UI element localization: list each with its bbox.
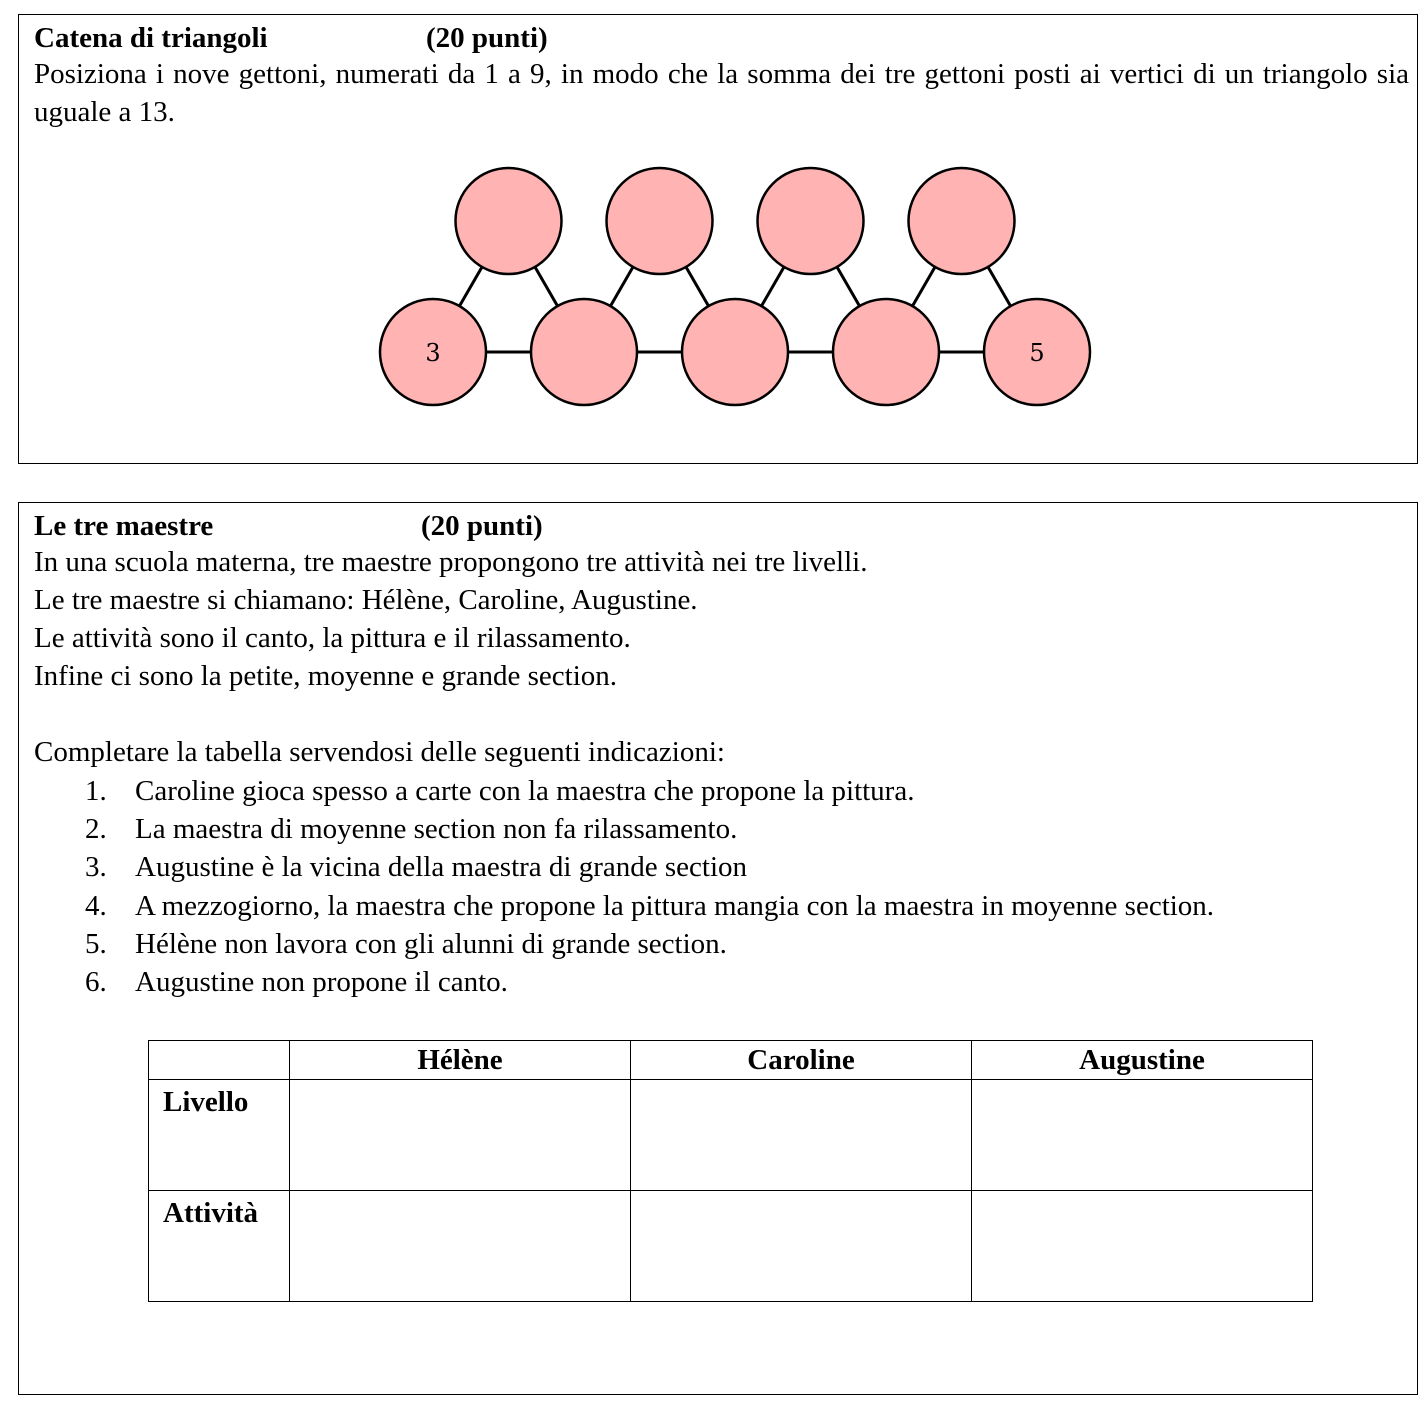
token-bottom[interactable]	[380, 299, 486, 405]
answer-cell[interactable]	[972, 1191, 1313, 1302]
clue-number: 2.	[85, 813, 107, 845]
triangle-chain-diagram	[19, 15, 1419, 465]
problem-title: Catena di triangoli	[34, 22, 268, 54]
token-circle	[909, 168, 1015, 274]
problem-le-tre-maestre	[18, 502, 1418, 1395]
token-circle	[607, 168, 713, 274]
clue-text: Augustine è la vicina della maestra di grande section	[135, 851, 748, 883]
table-row-livello	[149, 1080, 1313, 1191]
clue-item	[85, 887, 1214, 925]
clue-number: 3.	[85, 851, 107, 883]
problem-statement: Posiziona i nove gettoni, numerati da 1 a 9, in modo che la somma dei tre gettoni posti ai vertici di un triangolo sia uguale a 13.	[34, 58, 1409, 128]
row-header-livello: Livello	[149, 1080, 290, 1191]
problem-title-row	[34, 507, 543, 545]
clue-item	[85, 772, 914, 810]
row-header-attivita: Attività	[149, 1191, 290, 1302]
token-circle	[456, 168, 562, 274]
clue-text: Augustine non propone il canto.	[135, 966, 508, 998]
token-label: 5	[1029, 339, 1045, 367]
clue-number: 4.	[85, 890, 107, 922]
token-bottom[interactable]	[833, 299, 939, 405]
table-corner-cell	[149, 1041, 290, 1080]
intro-line: Le attività sono il canto, la pittura e il rilassamento.	[34, 622, 631, 654]
token-bottom[interactable]	[682, 299, 788, 405]
clue-text: Hélène non lavora con gli alunni di grande section.	[135, 928, 727, 960]
answer-table	[148, 1040, 1313, 1302]
token-group	[380, 168, 1090, 405]
clue-text: Caroline gioca spesso a carte con la maestra che propone la pittura.	[135, 775, 915, 807]
token-top[interactable]	[758, 168, 864, 274]
clue-number: 5.	[85, 928, 107, 960]
column-header-caroline: Caroline	[631, 1041, 972, 1080]
problem-catena-di-triangoli	[18, 14, 1418, 464]
clue-text: A mezzogiorno, la maestra che propone la pittura mangia con la maestra in moyenne section.	[135, 890, 1215, 922]
clue-number: 1.	[85, 775, 107, 807]
answer-cell[interactable]	[631, 1080, 972, 1191]
table-header-row	[149, 1041, 1313, 1080]
problem-title: Le tre maestre	[34, 510, 214, 542]
clue-item	[85, 925, 727, 963]
token-top[interactable]	[607, 168, 713, 274]
column-header-helene: Hélène	[290, 1041, 631, 1080]
column-header-augustine: Augustine	[972, 1041, 1313, 1080]
intro-line: Le tre maestre si chiamano: Hélène, Caroline, Augustine.	[34, 584, 698, 616]
token-circle	[682, 299, 788, 405]
instruction: Completare la tabella servendosi delle seguenti indicazioni:	[34, 736, 725, 768]
clue-number: 6.	[85, 966, 107, 998]
token-circle	[833, 299, 939, 405]
token-top[interactable]	[909, 168, 1015, 274]
token-label: 3	[425, 339, 441, 367]
intro-line: Infine ci sono la petite, moyenne e grande section.	[34, 660, 618, 692]
clue-item	[85, 848, 747, 886]
clue-item	[85, 810, 737, 848]
clue-item	[85, 963, 508, 1001]
problem-points: (20 punti)	[426, 22, 548, 54]
answer-cell[interactable]	[290, 1080, 631, 1191]
answer-cell[interactable]	[972, 1080, 1313, 1191]
clue-text: La maestra di moyenne section non fa rilassamento.	[135, 813, 738, 845]
problem-points: (20 punti)	[421, 510, 543, 542]
token-top[interactable]	[456, 168, 562, 274]
token-circle	[758, 168, 864, 274]
answer-cell[interactable]	[290, 1191, 631, 1302]
answer-cell[interactable]	[631, 1191, 972, 1302]
token-bottom[interactable]	[531, 299, 637, 405]
token-circle	[531, 299, 637, 405]
table-row-attivita	[149, 1191, 1313, 1302]
intro-line: In una scuola materna, tre maestre propongono tre attività nei tre livelli.	[34, 546, 868, 578]
token-bottom[interactable]	[984, 299, 1090, 405]
